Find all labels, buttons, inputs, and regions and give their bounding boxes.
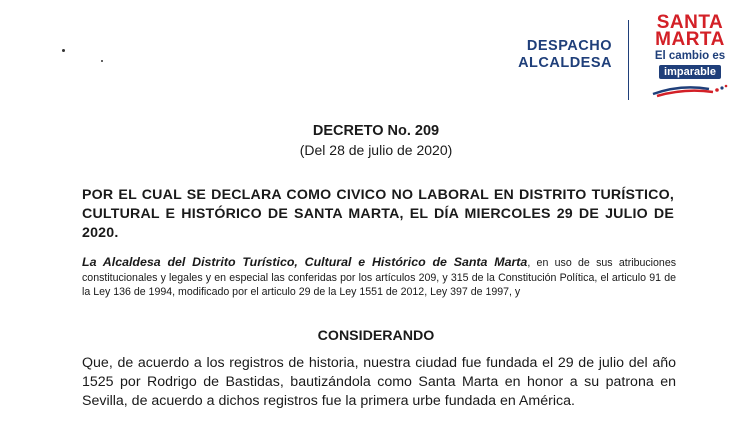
header-divider: [628, 20, 629, 100]
decree-subject: POR EL CUAL SE DECLARA COMO CIVICO NO LABORAL EN DISTRITO TURÍSTICO, CULTURAL E HISTÓRICO DE SANTA MARTA, EL DÍA MIERCOLES 29 DE JULIO DE 2020.: [82, 187, 674, 241]
logo-city-line-2: MARTA: [655, 29, 725, 50]
logo-city-line-1: SANTA: [656, 12, 724, 33]
santa-marta-logo: [640, 14, 740, 98]
office-line-1: DESPACHO: [526, 38, 612, 54]
preamble-text: , en uso de sus atribuciones constitucionales y legales y en especial las conferidas por los artículos 209, y 315 de la Constitución Política, el articulo 91 de la Ley 136 de 1994, modificado por el articulo 29 de la Ley 1551 de 2012, Ley 397 de 1997, y: [82, 257, 677, 298]
logo-slogan-line-1: El cambio es: [654, 50, 726, 62]
logo-swoosh-icon: [651, 82, 729, 98]
preamble: [82, 255, 676, 300]
decree-date: (Del 28 de julio de 2020): [299, 142, 453, 158]
office-name: [518, 38, 612, 72]
logo-slogan-line-2: imparable: [659, 65, 721, 79]
scan-speck: [101, 60, 103, 62]
office-line-2: ALCALDESA: [518, 55, 612, 71]
scan-speck: [62, 49, 65, 52]
considering-heading: CONSIDERANDO: [317, 328, 435, 344]
preamble-authority: La Alcaldesa del Distrito Turístico, Cultural e Histórico de Santa Marta: [82, 255, 528, 269]
decree-title: DECRETO No. 209: [312, 123, 440, 139]
considering-paragraph: Que, de acuerdo a los registros de historia, nuestra ciudad fue fundada el 29 de julio del año 1525 por Rodrigo de Bastidas, bautizándola como Santa Marta en honor a su patrona en Sevilla, de acuerdo a dichos registros fue la primera urbe fundada en América.: [82, 355, 676, 409]
